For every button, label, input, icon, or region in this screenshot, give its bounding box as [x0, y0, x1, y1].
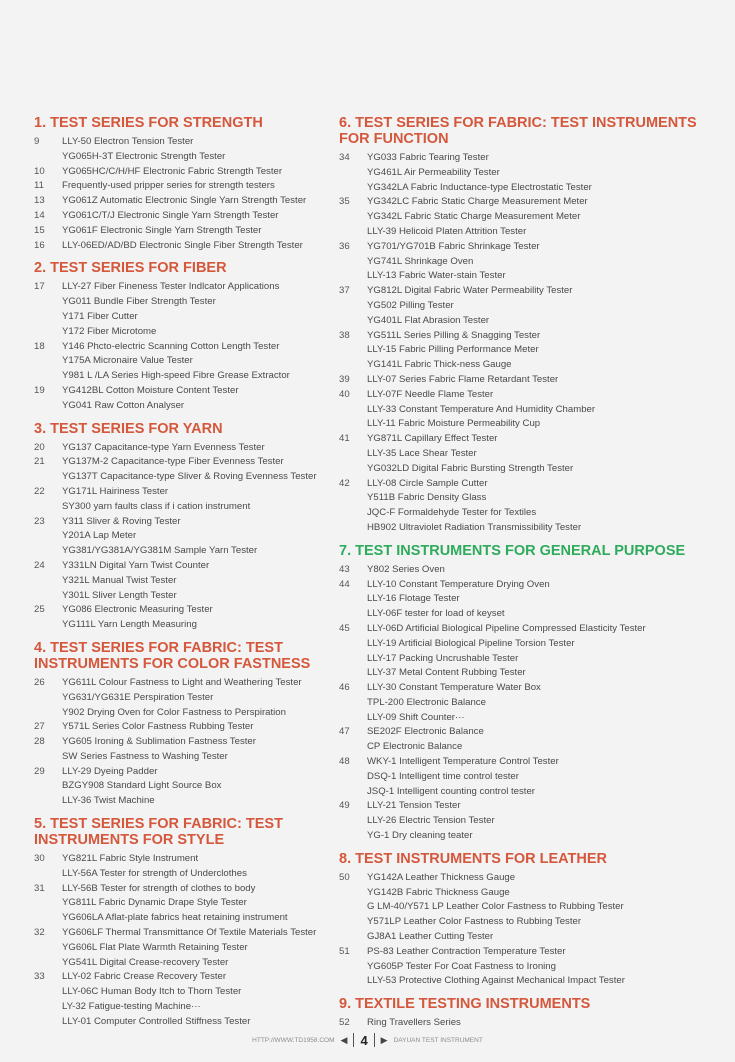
page-ref-number: 36	[339, 240, 350, 252]
page-ref-number: 24	[34, 559, 45, 571]
page-ref-number: 11	[34, 180, 44, 192]
catalog-entry	[339, 681, 705, 725]
product-name: YG065HC/C/H/HF Electronic Fabric Strength Tester	[62, 165, 283, 177]
product-name: G LM-40/Y571 LP Leather Color Fastness to Rubbing Tester	[367, 901, 624, 913]
page-ref-number: 28	[34, 736, 45, 748]
catalog-entry	[339, 195, 705, 239]
page-ref-number: 44	[339, 578, 350, 590]
product-name: LLY-53 Protective Clothing Against Mechanical Impact Tester	[367, 975, 625, 987]
product-name: CP Electronic Balance	[367, 741, 463, 753]
catalog-entry	[34, 735, 319, 765]
catalog-entry	[34, 455, 319, 485]
section-title: 4. TEST SERIES FOR FABRIC: TEST INSTRUMENTS FOR COLOR FASTNESS	[34, 639, 311, 672]
product-name: LLY-16 Flotage Tester	[367, 593, 460, 605]
product-name: YG033 Fabric Tearing Tester	[367, 152, 489, 163]
product-name: LLY-06C Human Body Itch to Thorn Tester	[62, 986, 242, 998]
product-name: YG342LA Fabric Inductance-type Electrostatic Tester	[367, 181, 592, 193]
product-name: LLY-07 Series Fabric Flame Retardant Tester	[367, 373, 559, 385]
product-name: LLY-29 Dyeing Padder	[62, 765, 158, 777]
catalog-entry	[339, 563, 705, 578]
catalog-entry	[339, 477, 705, 536]
product-name: Y902 Drying Oven for Color Fastness to Perspiration	[62, 706, 286, 718]
product-name: Y321L Manual Twist Tester	[62, 574, 177, 586]
product-name: YG511L Series Pilling & Snagging Tester	[367, 329, 541, 341]
product-name: LLY-02 Fabric Crease Recovery Tester	[62, 971, 227, 983]
catalog-entry	[34, 485, 319, 515]
product-name: YG606LF Thermal Transmittance Of Textile Materials Tester	[62, 927, 317, 939]
product-name: YG401L Flat Abrasion Tester	[367, 314, 490, 326]
product-name: LLY-30 Constant Temperature Water Box	[367, 682, 541, 694]
catalog-entry	[339, 622, 705, 681]
product-name: JSQ-1 Intelligent counting control tester	[367, 785, 535, 797]
page-ref-number: 35	[339, 196, 350, 208]
page-ref-number: 33	[34, 971, 45, 983]
page-ref-number: 46	[339, 682, 350, 694]
product-name: YG605P Tester For Coat Fastness to Ironing	[367, 960, 556, 972]
footer-divider	[353, 1033, 354, 1047]
catalog-entry	[34, 441, 319, 456]
page-ref-number: 18	[34, 340, 45, 352]
product-name: LLY-37 Metal Content Rubbing Tester	[367, 667, 526, 679]
product-name: SY300 yarn faults class if i cation instrument	[62, 500, 251, 512]
catalog-entry	[34, 384, 319, 414]
product-name: YG461L Air Permeability Tester	[367, 166, 500, 178]
page-ref-number: 26	[34, 676, 45, 688]
product-name: YG606L Flat Plate Warmth Retaining Tester	[62, 941, 248, 953]
page-ref-number: 52	[339, 1017, 350, 1029]
product-name: TPL-200 Electronic Balance	[367, 696, 486, 708]
website-url[interactable]: HTTP://WWW.TD1958.COM	[252, 1036, 335, 1044]
catalog-entry	[34, 135, 319, 165]
page-ref-number: 13	[34, 195, 45, 207]
product-name: YG381/YG381A/YG381M Sample Yarn Tester	[62, 545, 258, 557]
product-name: YG111L Yarn Length Measuring	[62, 619, 197, 631]
catalog-entry	[34, 882, 319, 926]
catalog-entry	[34, 340, 319, 384]
product-name: LLY-06D Artificial Biological Pipeline Compressed Elasticity Tester	[367, 622, 646, 634]
product-name: YG631/YG631E Perspiration Tester	[62, 691, 214, 703]
page-ref-number: 49	[339, 800, 350, 812]
section-title: 1. TEST SERIES FOR STRENGTH	[34, 115, 263, 131]
footer-divider	[374, 1033, 375, 1047]
product-name: LLY-21 Tension Tester	[367, 800, 461, 812]
product-name: YG821L Fabric Style Instrument	[62, 853, 199, 865]
catalog-entry	[34, 926, 319, 970]
section-title: 5. TEST SERIES FOR FABRIC: TEST INSTRUMENTS FOR STYLE	[34, 816, 283, 849]
product-name: YG041 Raw Cotton Analyser	[62, 399, 185, 411]
product-name: LLY-56B Tester for strength of clothes to body	[62, 882, 256, 894]
product-name: LLY-27 Fiber Fineness Tester Indlcator Applications	[62, 281, 280, 293]
section-title: 7. TEST INSTRUMENTS FOR GENERAL PURPOSE	[339, 542, 686, 559]
catalog-entry	[34, 280, 319, 339]
catalog-entry	[339, 373, 705, 388]
catalog-entry	[339, 799, 705, 843]
catalog-entry	[34, 515, 319, 559]
product-name: WKY-1 Intelligent Temperature Control Tester	[367, 756, 559, 768]
catalog-entry	[339, 578, 705, 622]
catalog-entry	[339, 432, 705, 476]
product-name: YG871L Capillary Effect Tester	[367, 433, 498, 445]
catalog-entry	[34, 559, 319, 603]
product-name: YG342L Fabric Static Charge Measurement Meter	[367, 211, 581, 223]
product-name: LLY-08 Circle Sample Cutter	[367, 477, 488, 489]
page-ref-number: 51	[339, 945, 350, 957]
product-name: Y571L Series Color Fastness Rubbing Tester	[62, 721, 254, 733]
product-name: LLY-09 Shift Counter···	[367, 711, 465, 723]
page-ref-number: 14	[34, 209, 45, 221]
product-name: Y802 Series Oven	[367, 563, 445, 575]
product-name: Frequently-used pripper series for strength testers	[62, 180, 275, 192]
product-name: GJ8A1 Leather Cutting Tester	[367, 931, 494, 943]
catalog-entry	[339, 871, 705, 945]
catalog-entry	[34, 676, 319, 720]
section-title: 6. TEST SERIES FOR FABRIC: TEST INSTRUMENTS FOR FUNCTION	[339, 115, 697, 147]
page-ref-number: 22	[34, 485, 45, 497]
product-name: Y311 Sliver & Roving Tester	[62, 515, 181, 527]
product-name: Y201A Lap Meter	[62, 530, 137, 542]
product-name: YG137M-2 Capacitance-type Fiber Evenness Tester	[62, 456, 284, 468]
catalog-entry	[34, 239, 319, 254]
product-name: YG812L Digital Fabric Water Permeability Tester	[367, 285, 573, 297]
catalog-entry	[339, 755, 705, 799]
product-name: Y331LN Digital Yarn Twist Counter	[62, 559, 210, 571]
section-title: 9. TEXTILE TESTING INSTRUMENTS	[339, 996, 591, 1013]
product-name: LY-32 Fatigue-testing Machine···	[62, 1001, 201, 1013]
product-name: SW Series Fastness to Washing Tester	[62, 750, 228, 762]
product-name: PS-83 Leather Contraction Temperature Tester	[367, 945, 566, 957]
catalog-entry	[34, 603, 319, 633]
page-ref-number: 34	[339, 152, 350, 163]
product-name: LLY-50 Electron Tension Tester	[62, 136, 194, 147]
product-name: SE202F Electronic Balance	[367, 726, 484, 738]
product-name: YG142A Leather Thickness Gauge	[367, 871, 516, 883]
product-name: LLY-19 Artificial Biological Pipeline Torsion Tester	[367, 637, 575, 649]
product-name: Y571LP Leather Color Fastness to Rubbing Tester	[367, 916, 582, 928]
product-name: LLY-17 Packing Uncrushable Tester	[367, 652, 519, 664]
page-ref-number: 29	[34, 765, 45, 777]
product-name: YG502 Pilling Tester	[367, 299, 454, 311]
product-name: Y146 Phcto-electric Scanning Cotton Length Tester	[62, 340, 280, 352]
product-name: LLY-11 Fabric Moisture Permeability Cup	[367, 418, 541, 430]
page-ref-number: 41	[339, 433, 350, 445]
product-name: YG-1 Dry cleaning teater	[367, 830, 473, 842]
product-name: LLY-36 Twist Machine	[62, 795, 155, 807]
product-name: Y981 L /LA Series High-speed Fibre Grease Extractor	[62, 370, 290, 382]
page-ref-number: 37	[339, 285, 350, 297]
page-ref-number: 38	[339, 329, 350, 341]
page-ref-number: 47	[339, 726, 350, 738]
product-name: LLY-35 Lace Shear Tester	[367, 447, 477, 459]
product-name: DSQ-1 Intelligent time control tester	[367, 770, 519, 782]
product-name: YG142B Fabric Thickness Gauge	[367, 886, 510, 898]
catalog-entry	[34, 224, 319, 239]
product-name: LLY-10 Constant Temperature Drying Oven	[367, 578, 550, 590]
page-ref-number: 48	[339, 756, 350, 768]
product-name: JQC-F Formaldehyde Tester for Textiles	[367, 507, 537, 519]
product-name: YG701/YG701B Fabric Shrinkage Tester	[367, 240, 540, 252]
catalog-entry	[34, 194, 319, 209]
catalog-entry	[339, 1016, 705, 1031]
product-name: LLY-06F tester for load of keyset	[367, 608, 505, 620]
catalog-entry	[339, 725, 705, 755]
product-name: LLY-13 Fabric Water-stain Tester	[367, 270, 506, 282]
product-name: YG606LA Aflat-plate fabrics heat retaining instrument	[62, 912, 288, 924]
product-name: LLY-07F Needle Flame Tester	[367, 388, 494, 400]
page-ref-number: 31	[34, 882, 45, 894]
product-name: LLY-01 Computer Controlled Stiffness Tester	[62, 1015, 251, 1027]
prev-page-arrow-icon[interactable]: ◀	[340, 1034, 348, 1045]
right-column	[339, 108, 705, 1031]
product-name: Y175A Micronaire Value Tester	[62, 355, 193, 367]
catalog-entry	[34, 720, 319, 735]
catalog-entry	[34, 165, 319, 180]
product-name: Y301L Sliver Length Tester	[62, 589, 177, 601]
product-name: YG032LD Digital Fabric Bursting Strength Tester	[367, 462, 574, 474]
catalog-entry	[339, 240, 705, 284]
catalog-entry	[339, 945, 705, 989]
product-name: YG061F Electronic Single Yarn Strength Tester	[62, 224, 262, 236]
catalog-entry	[34, 765, 319, 809]
product-name: LLY-39 Helicoid Platen Attrition Tester	[367, 225, 527, 237]
product-name: BZGY908 Standard Light Source Box	[62, 780, 222, 792]
product-name: YG412BL Cotton Moisture Content Tester	[62, 384, 239, 396]
page-ref-number: 42	[339, 477, 350, 489]
product-name: Y511B Fabric Density Glass	[367, 492, 487, 504]
product-name: YG811L Fabric Dynamic Drape Style Tester	[62, 897, 247, 909]
page-ref-number: 32	[34, 927, 45, 939]
catalog-entry	[34, 209, 319, 224]
page-ref-number: 16	[34, 239, 45, 251]
product-name: YG011 Bundle Fiber Strength Tester	[62, 296, 216, 308]
product-name: Y171 Fiber Cutter	[62, 310, 138, 322]
page-ref-number: 43	[339, 563, 350, 575]
page-ref-number: 40	[339, 388, 350, 400]
catalog-entry	[339, 329, 705, 373]
product-name: YG741L Shrinkage Oven	[367, 255, 474, 267]
catalog-entry	[34, 179, 319, 194]
page-ref-number: 17	[34, 281, 45, 293]
product-name: HB902 Ultraviolet Radiation Transmissibility Tester	[367, 521, 582, 533]
product-name: LLY-56A Tester for strength of Underclothes	[62, 867, 247, 879]
page-ref-number: 39	[339, 373, 350, 385]
section-title: 3. TEST SERIES FOR YARN	[34, 420, 223, 437]
product-name: YG137T Capacitance-type Sliver & Roving Evenness Tester	[62, 471, 317, 483]
product-name: Y172 Fiber Microtome	[62, 325, 157, 337]
brand-name: DAYUAN TEST INSTRUMENT	[393, 1036, 483, 1044]
product-name: YG605 Ironing & Sublimation Fastness Tester	[62, 736, 256, 748]
page-footer	[0, 1030, 735, 1050]
page-ref-number: 30	[34, 853, 45, 865]
section-title: 2. TEST SERIES FOR FIBER	[34, 260, 227, 277]
product-name: YG541L Digital Crease-recovery Tester	[62, 956, 229, 968]
page-ref-number: 25	[34, 604, 45, 616]
product-name: LLY-33 Constant Temperature And Humidity Chamber	[367, 403, 596, 415]
catalog-entry	[34, 970, 319, 1029]
product-name: Ring Travellers Series	[367, 1017, 461, 1029]
product-name: YG061C/T/J Electronic Single Yarn Strength Tester	[62, 209, 279, 221]
next-page-arrow-icon[interactable]: ▶	[380, 1034, 388, 1045]
product-name: YG137 Capacitance-type Yarn Evenness Tester	[62, 441, 265, 453]
product-name: LLY-06ED/AD/BD Electronic Single Fiber Strength Tester	[62, 239, 303, 251]
page-ref-number: 15	[34, 224, 45, 236]
catalog-entry	[339, 388, 705, 432]
page-ref-number: 45	[339, 622, 350, 634]
page-ref-number: 19	[34, 384, 45, 396]
product-name: YG611L Colour Fastness to Light and Weathering Tester	[62, 676, 302, 688]
page-ref-number: 20	[34, 441, 45, 453]
page-ref-number: 50	[339, 871, 350, 883]
left-column	[34, 108, 319, 1030]
page-ref-number: 10	[34, 165, 45, 177]
product-name: YG171L Hairiness Tester	[62, 485, 169, 497]
product-name: YG342LC Fabric Static Charge Measurement Meter	[367, 196, 588, 208]
product-name: LLY-15 Fabric Pilling Performance Meter	[367, 344, 539, 356]
product-name: LLY-26 Electric Tension Tester	[367, 815, 495, 827]
catalog-entry	[339, 151, 705, 195]
catalog-entry	[339, 284, 705, 328]
page-ref-number: 23	[34, 515, 45, 527]
product-name: YG086 Electronic Measuring Tester	[62, 604, 213, 616]
page-ref-number: 27	[34, 721, 45, 733]
catalog-entry	[34, 852, 319, 882]
page-ref-number: 21	[34, 456, 45, 468]
product-name: YG065H-3T Electronic Strength Tester	[62, 150, 226, 162]
product-name: YG141L Fabric Thick-ness Gauge	[367, 359, 512, 371]
section-title: 8. TEST INSTRUMENTS FOR LEATHER	[339, 850, 607, 867]
product-name: YG061Z Automatic Electronic Single Yarn Strength Tester	[62, 195, 307, 207]
page-ref-number: 9	[34, 136, 40, 147]
page-number: 4	[360, 1032, 368, 1048]
